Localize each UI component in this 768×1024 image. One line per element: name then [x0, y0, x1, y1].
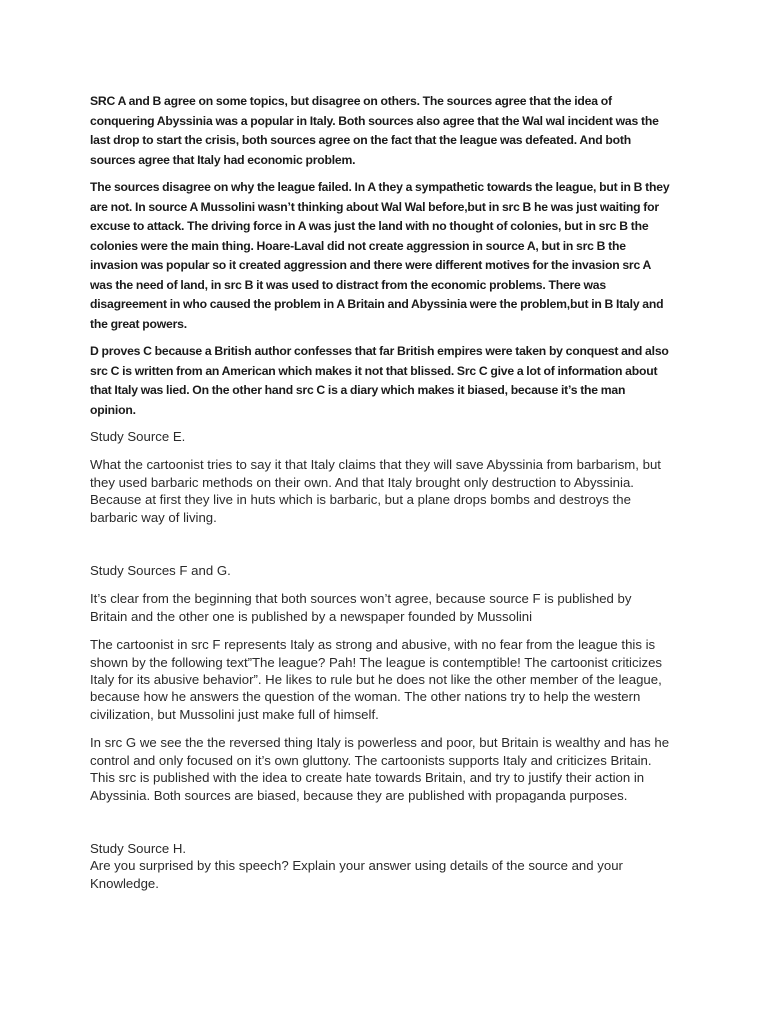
paragraph-sources-disagree: The sources disagree on why the league failed. In A they a sympathetic towards the league, but in B they are not. In source A Mussolini wasn’t thinking about Wal Wal before,but in src B he was just waiting for excuse to attack. The driving force in A was just the land with no thought of colonies, but in src B the colonies were the main thing. Hoare-Laval did not create aggression in source A, but in src B the invasion was popular so it created aggression and there were different motives for the invasion src A was the need of land, in src B it was used to distract from the economic problems. There was disagreement in who caused the problem in A Britain and Abyssinia were the problem,but in B Italy and the great powers. — [90, 180, 670, 331]
paragraph-fg-intro: It’s clear from the beginning that both sources won’t agree, because source F is published by Britain and the other one is published by a newspaper founded by Mussolini — [90, 591, 632, 624]
question-source-h: Are you surprised by this speech? Explain your answer using details of the source and your Knowledge. — [90, 858, 623, 891]
heading-source-h: Study Source H. — [90, 840, 187, 856]
paragraph-d-proves-c: D proves C because a British author confesses that far British empires were taken by conquest and also src C is written from an American which makes it not that blissed. Src C give a lot of information about that Italy was lied. On the other hand src C is a diary which makes it biased, because it’s the man opinion. — [90, 344, 669, 417]
paragraph-source-f: The cartoonist in src F represents Italy as strong and abusive, with no fear from the league this is shown by the following text”The league? Pah! The league is contemptible! The cartoonist criticizes Italy for its abusive behavior”. He likes to rule but he does not like the other member of the league, because how he answers the question of the woman. The other nations try to help the western civilization, but Mussolini just make full of himself. — [90, 637, 663, 722]
section-source-fg — [90, 562, 670, 804]
heading-source-e: Study Source E. — [90, 429, 186, 444]
paragraph-source-e: What the cartoonist tries to say it that Italy claims that they will save Abyssinia from barbarism, but they used barbaric methods on their own. And that Italy brought only destruction to Abyssinia. Because at first they live in huts which is barbaric, but a plane drops bombs and destroys the barbaric way of living. — [90, 457, 661, 525]
document-page — [90, 92, 670, 892]
section-source-h — [90, 840, 670, 892]
analysis-section-abcd — [90, 92, 670, 420]
section-source-e — [90, 428, 670, 526]
heading-source-fg: Study Sources F and G. — [90, 563, 231, 579]
paragraph-sources-agree: SRC A and B agree on some topics, but disagree on others. The sources agree that the idea of conquering Abyssinia was a popular in Italy. Both sources also agree that the Wal wal incident was the last drop to start the crisis, both sources agree on the fact that the league was defeated. And both sources agree that Italy had economic problem. — [90, 94, 659, 167]
paragraph-source-g: In src G we see the the reversed thing Italy is powerless and poor, but Britain is wealthy and has he control and only focused on it’s own gluttony. The cartoonists supports Italy and criticizes Britain. This src is published with the idea to create hate towards Britain, and try to justify their action in Abyssinia. Both sources are biased, because they are published with propaganda purposes. — [90, 735, 670, 803]
